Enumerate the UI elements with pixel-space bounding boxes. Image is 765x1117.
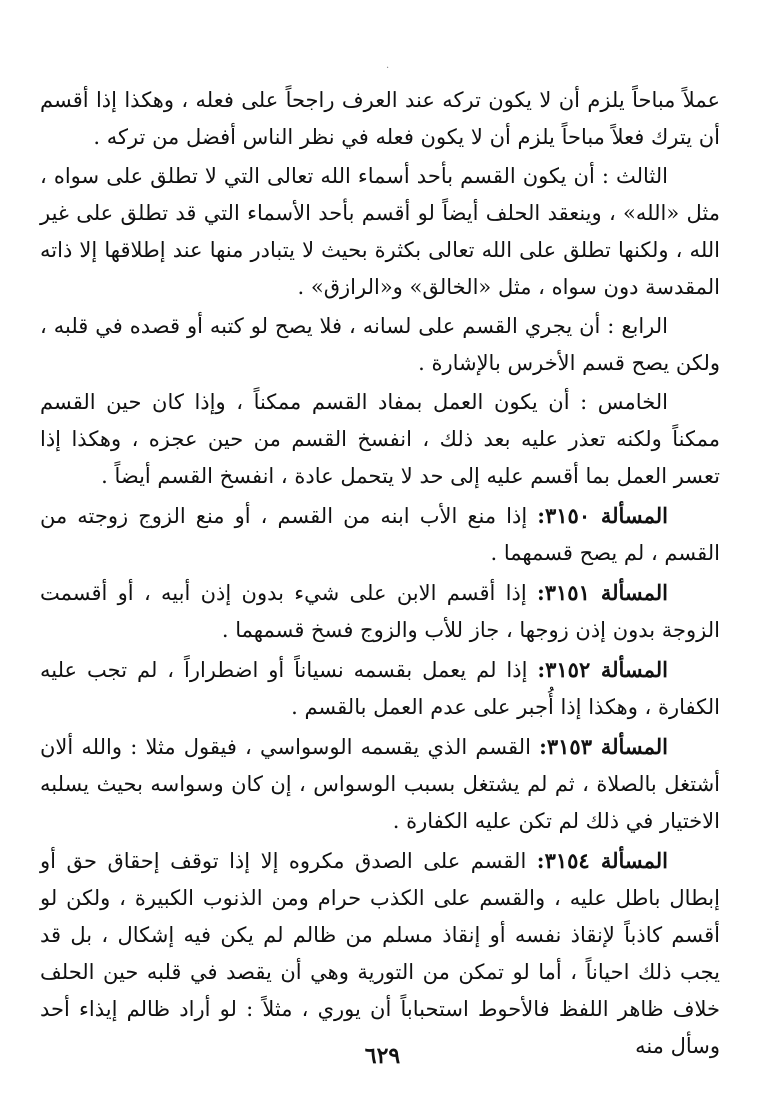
paragraph	[40, 308, 720, 382]
issue-label: المسألة ٣١٥٠:	[537, 503, 668, 528]
corner-mark: ·	[386, 63, 390, 74]
issue-label: المسألة ٣١٥٣:	[539, 734, 668, 759]
issue-label: المسألة ٣١٥١:	[536, 580, 668, 605]
paragraph-text: إذا أقسم الابن على شيء بدون إذن أبيه ، أو أقسمت الزوجة بدون إذن زوجها ، جاز للأب والزوج فسخ قسمهما .	[40, 581, 720, 642]
issue-paragraph	[40, 497, 720, 572]
paragraph	[40, 82, 720, 156]
paragraph-text: القسم على الصدق مكروه إلا إذا توقف إحقاق حق أو إبطال باطل عليه ، والقسم على الكذب حرام ومن الذنوب الكبيرة ، ولكن لو أقسم كاذباً لإنقاذ نفسه أو إنقاذ مسلم من ظالم لم يكن فيه إشكال ، بل قد يجب ذلك احياناً ، أما لو تمكن من التورية وهي أن يقصد في قلبه حين الحلف خلاف ظاهر اللفظ فالأحوط استحباباً أن يوري ، مثلاً : لو أراد ظالم إيذاء أحد وسأل منه	[40, 849, 720, 1058]
paragraph-text: الثالث : أن يكون القسم بأحد أسماء الله تعالى التي لا تطلق على سواه ، مثل «الله» ، وينعقد الحلف أيضاً لو أقسم بأحد الأسماء التي قد تطلق على غير الله ، ولكنها تطلق على الله تعالى بكثرة بحيث لا يتبادر منها عند إطلاقها إلا ذاته المقدسة دون سواه ، مثل «الخالق» و«الرازق» .	[40, 164, 720, 299]
paragraph	[40, 158, 720, 306]
issue-label: المسألة ٣١٥٤:	[536, 848, 668, 873]
paragraph-text: عملاً مباحاً يلزم أن لا يكون تركه عند العرف راجحاً على فعله ، وهكذا إذا أقسم أن يترك فعلاً مباحاً يلزم أن لا يكون فعله في نظر الناس أفضل من تركه .	[40, 88, 720, 149]
issue-paragraph	[40, 574, 720, 649]
paragraph-text: الخامس : أن يكون العمل بمفاد القسم ممكناً ، وإذا كان حين القسم ممكناً ولكنه تعذر عليه بعد ذلك ، انفسخ القسم من حين عجزه ، وهكذا إذا تعسر العمل بما أقسم عليه إلى حد لا يتحمل عادة ، انفسخ القسم أيضاً .	[40, 390, 720, 488]
page-number: ٦٢٩	[364, 1043, 401, 1069]
issue-paragraph	[40, 728, 720, 840]
page-body	[40, 82, 720, 1067]
issue-label: المسألة ٣١٥٢:	[537, 657, 668, 682]
paragraph-text: إذا منع الأب ابنه من القسم ، أو منع الزوج زوجته من القسم ، لم يصح قسمهما .	[40, 504, 720, 565]
issue-paragraph	[40, 842, 720, 1065]
paragraph-text: الرابع : أن يجري القسم على لسانه ، فلا يصح لو كتبه أو قصده في قلبه ، ولكن يصح قسم الأخرس بالإشارة .	[40, 314, 720, 375]
issue-paragraph	[40, 651, 720, 726]
paragraph-text: إذا لم يعمل بقسمه نسياناً أو اضطراراً ، لم تجب عليه الكفارة ، وهكذا إذا أُجبر على عدم العمل بالقسم .	[40, 658, 720, 719]
paragraph-text: القسم الذي يقسمه الوسواسي ، فيقول مثلا : والله ألان أشتغل بالصلاة ، ثم لم يشتغل بسبب الوسواس ، إن كان وسواسه بحيث يسلبه الاختيار في ذلك لم تكن عليه الكفارة .	[40, 735, 720, 833]
paragraph	[40, 384, 720, 495]
